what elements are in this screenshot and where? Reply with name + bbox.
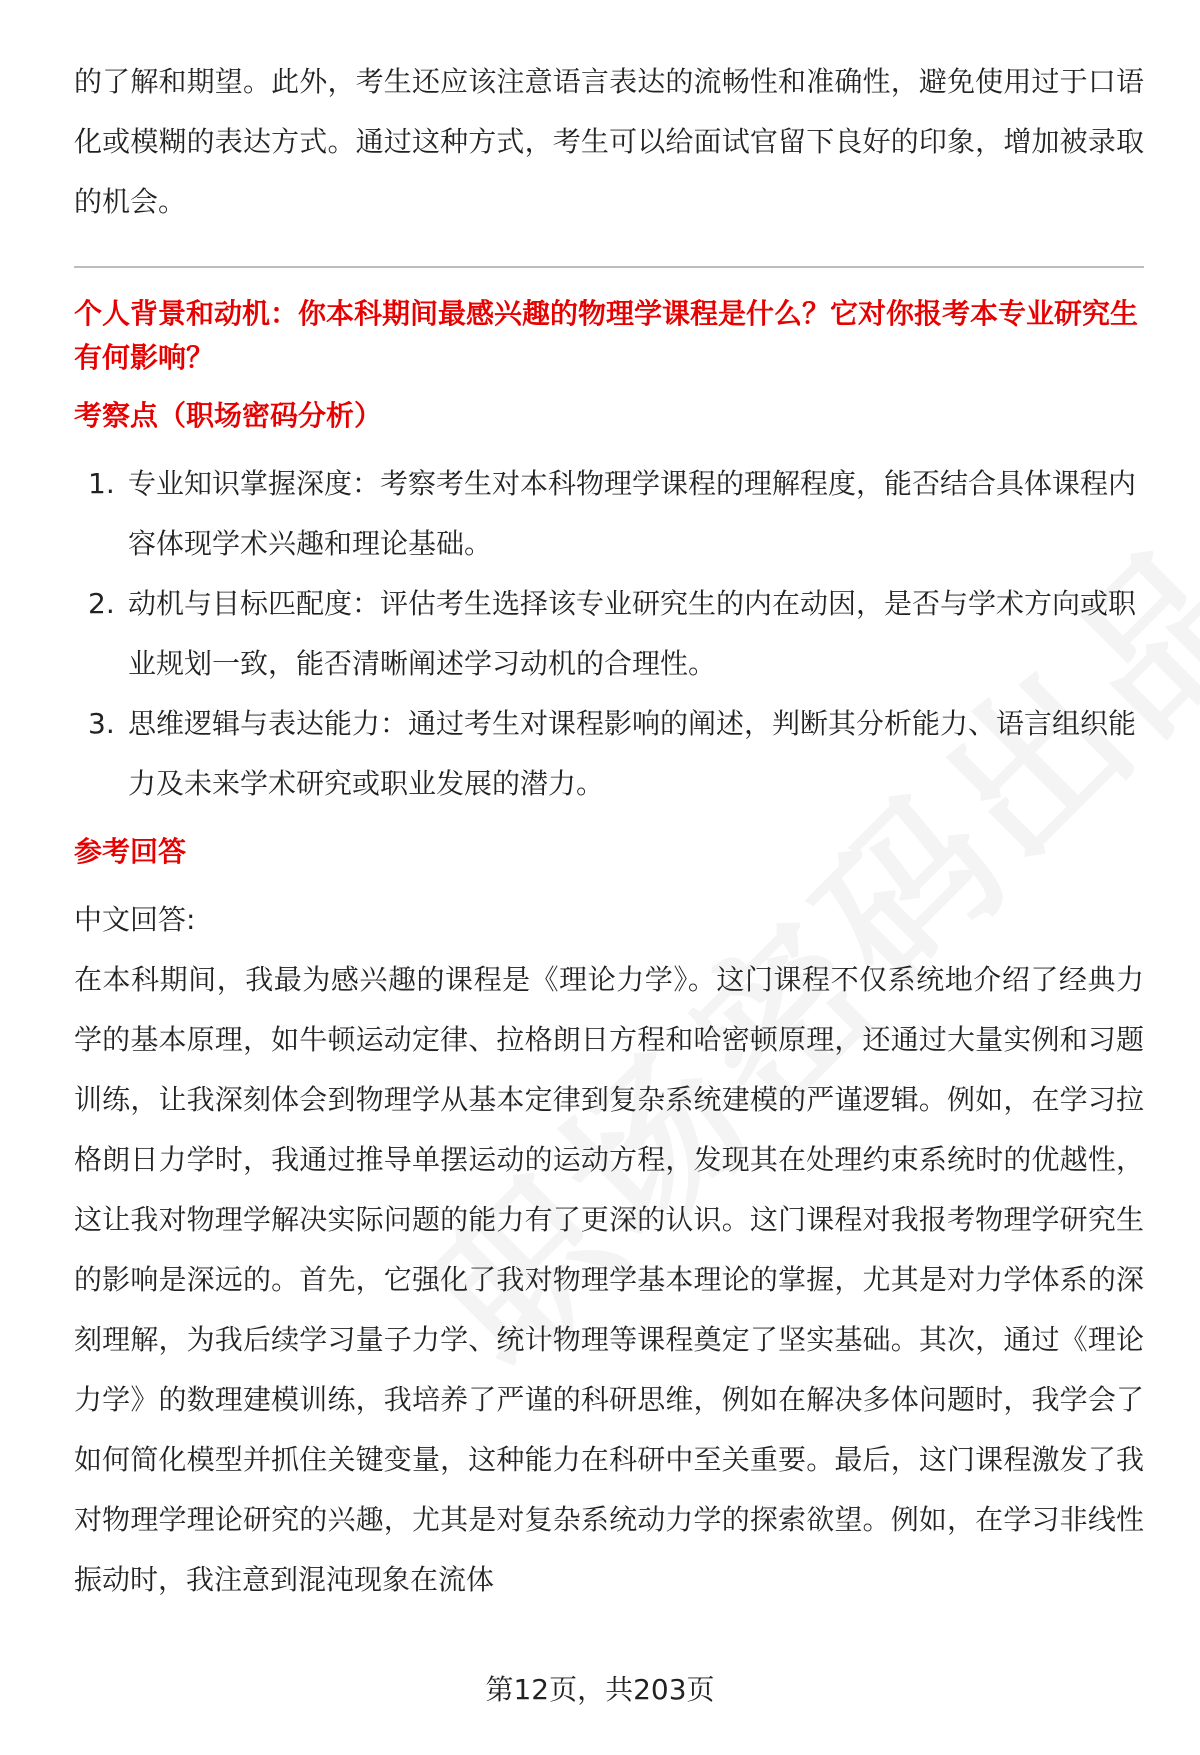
question-heading: 个人背景和动机：你本科期间最感兴趣的物理学课程是什么？它对你报考本专业研究生有何影响？	[74, 297, 1139, 374]
exam-point-text: 思维逻辑与表达能力：通过考生对课程影响的阐述，判断其分析能力、语言组织能力及未来学术研究或职业发展的潜力。	[128, 707, 1137, 800]
intro-paragraph: 的了解和期望。此外，考生还应该注意语言表达的流畅性和准确性，避免使用过于口语化或模糊的表达方式。通过这种方式，考生可以给面试官留下良好的印象，增加被录取的机会。	[74, 65, 1144, 218]
exam-point-number: 3.	[88, 707, 115, 740]
exam-point-item	[74, 574, 1144, 694]
page-content	[74, 52, 1144, 1610]
exam-point-item	[74, 694, 1144, 814]
exam-points-heading: 考察点（职场密码分析）	[74, 399, 383, 432]
exam-point-item	[74, 454, 1144, 574]
answer-paragraph: 在本科期间，我最为感兴趣的课程是《理论力学》。这门课程不仅系统地介绍了经典力学的基本原理，如牛顿运动定律、拉格朗日方程和哈密顿原理，还通过大量实例和习题训练，让我深刻体会到物理学从基本定律到复杂系统建模的严谨逻辑。例如，在学习拉格朗日力学时，我通过推导单摆运动的运动方程，发现其在处理约束系统时的优越性，这让我对物理学解决实际问题的能力有了更深的认识。这门课程对我报考物理学研究生的影响是深远的。首先，它强化了我对物理学基本理论的掌握，尤其是对力学体系的深刻理解，为我后续学习量子力学、统计物理等课程奠定了坚实基础。其次，通过《理论力学》的数理建模训练，我培养了严谨的科研思维，例如在解决多体问题时，我学会了如何简化模型并抓住关键变量，这种能力在科研中至关重要。最后，这门课程激发了我对物理学理论研究的兴趣，尤其是对复杂系统动力学的探索欲望。例如，在学习非线性振动时，我注意到混沌现象在流体	[74, 963, 1144, 1596]
page-number: 第12页，共203页	[485, 1673, 715, 1706]
exam-points-list	[74, 454, 1144, 814]
exam-point-number: 2.	[88, 587, 115, 620]
section-divider	[74, 266, 1144, 268]
answer-label: 中文回答:	[74, 903, 196, 936]
exam-point-text: 动机与目标匹配度：评估考生选择该专业研究生的内在动因，是否与学术方向或职业规划一致，能否清晰阐述学习动机的合理性。	[128, 587, 1137, 680]
exam-point-number: 1.	[88, 467, 115, 500]
exam-point-text: 专业知识掌握深度：考察考生对本科物理学课程的理解程度，能否结合具体课程内容体现学术兴趣和理论基础。	[128, 467, 1137, 560]
reference-answer-heading: 参考回答	[74, 835, 187, 868]
